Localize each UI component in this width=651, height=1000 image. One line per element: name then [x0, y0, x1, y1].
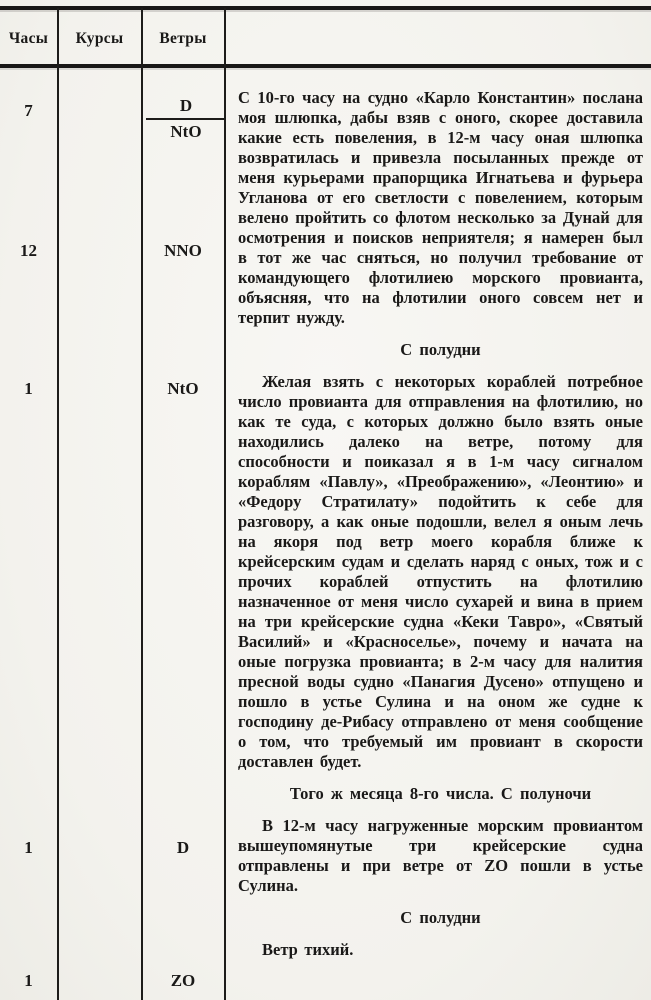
- column-header-hours: Часы: [8, 30, 49, 47]
- column-divider-winds-text: [224, 8, 226, 1000]
- column-header-courses: Курсы: [75, 30, 124, 47]
- journal-paragraph-4: Ветр тихий.: [262, 940, 354, 959]
- journal-paragraph-2: Желая взять с некоторых кораблей потребное число провианта для отправления на флотилию, но как те суда, с которых должно было взять оные находились далеко на ветре, потому для способности и поиказал я в 1-м часу сигналом кораблям «Павлу», «Преображению», «Леонтию» и «Федору Стратилату» подойтить к себе для разговору, а как оные подошли, велел я оным лечь на якоря под ветр моего корабля ближе к крейсерским судам и сделать наряд с оных, тож и с прочих кораблей отпустить на флотилию назначенное от меня число сухарей и вина в прием на три крейсерские судна «Кеки Тавро», «Святый Василий» и «Красноселье», почему и начата на оные погрузка провианта; в 2-м часу для налития пресной воды судно «Панагия Дусено» отпущено и пошло в устье Сулина и на оном же судне к господину де-Рибасу отправлено от меня сообщение о том, что требуемый им провиант в скорости доставлен будет.: [238, 372, 643, 771]
- heading-afternoon-1: С полудни: [400, 340, 481, 359]
- wind-value: NNO: [164, 241, 202, 260]
- hour-value: 1: [24, 971, 33, 990]
- hour-value: 1: [24, 838, 33, 857]
- heading-date: Того ж месяца 8-го числа. С полуночи: [289, 784, 592, 803]
- wind-value-bottom: NtO: [170, 122, 202, 141]
- wind-fraction: [146, 96, 226, 142]
- hour-value: 7: [24, 101, 33, 120]
- journal-paragraph-1: С 10-го часу на судно «Карло Константин» послана моя шлюпка, дабы взяв с оного, скорее доставила какие есть повеления, в 12-м часу оная шлюпка возвратилась и привезла посыланных прежде от меня курьерами прапорщика Игнатьева и фурьера Угланова от его светлости с повелением, которым велено пройтить со флотом несколько за Дунай для осмотрения и поисков неприятеля; я намерен был в тот же час сняться, но получил требование от командующего флотилиею морского провианта, объясняя, что на флотилии оного совсем нет и терпит нужду.: [238, 88, 643, 327]
- wind-value: D: [176, 838, 190, 857]
- hour-value: 12: [20, 241, 37, 260]
- journal-text-column: [238, 88, 643, 1000]
- hour-value: 1: [24, 379, 33, 398]
- column-divider-hours-courses: [57, 8, 59, 1000]
- journal-paragraph-3: В 12-м часу нагруженные морским провиантом вышеупомянутые три крейсерские судна отправлены и при ветре от ZO пошли в устье Сулина.: [238, 816, 643, 895]
- heading-afternoon-2: С полудни: [400, 908, 481, 927]
- wind-value: NtO: [167, 379, 199, 398]
- table-header-rule: [0, 64, 651, 68]
- wind-value-top: D: [146, 96, 226, 120]
- table-top-rule: [0, 6, 651, 10]
- column-header-winds: Ветры: [159, 30, 207, 47]
- wind-value: ZO: [170, 971, 196, 990]
